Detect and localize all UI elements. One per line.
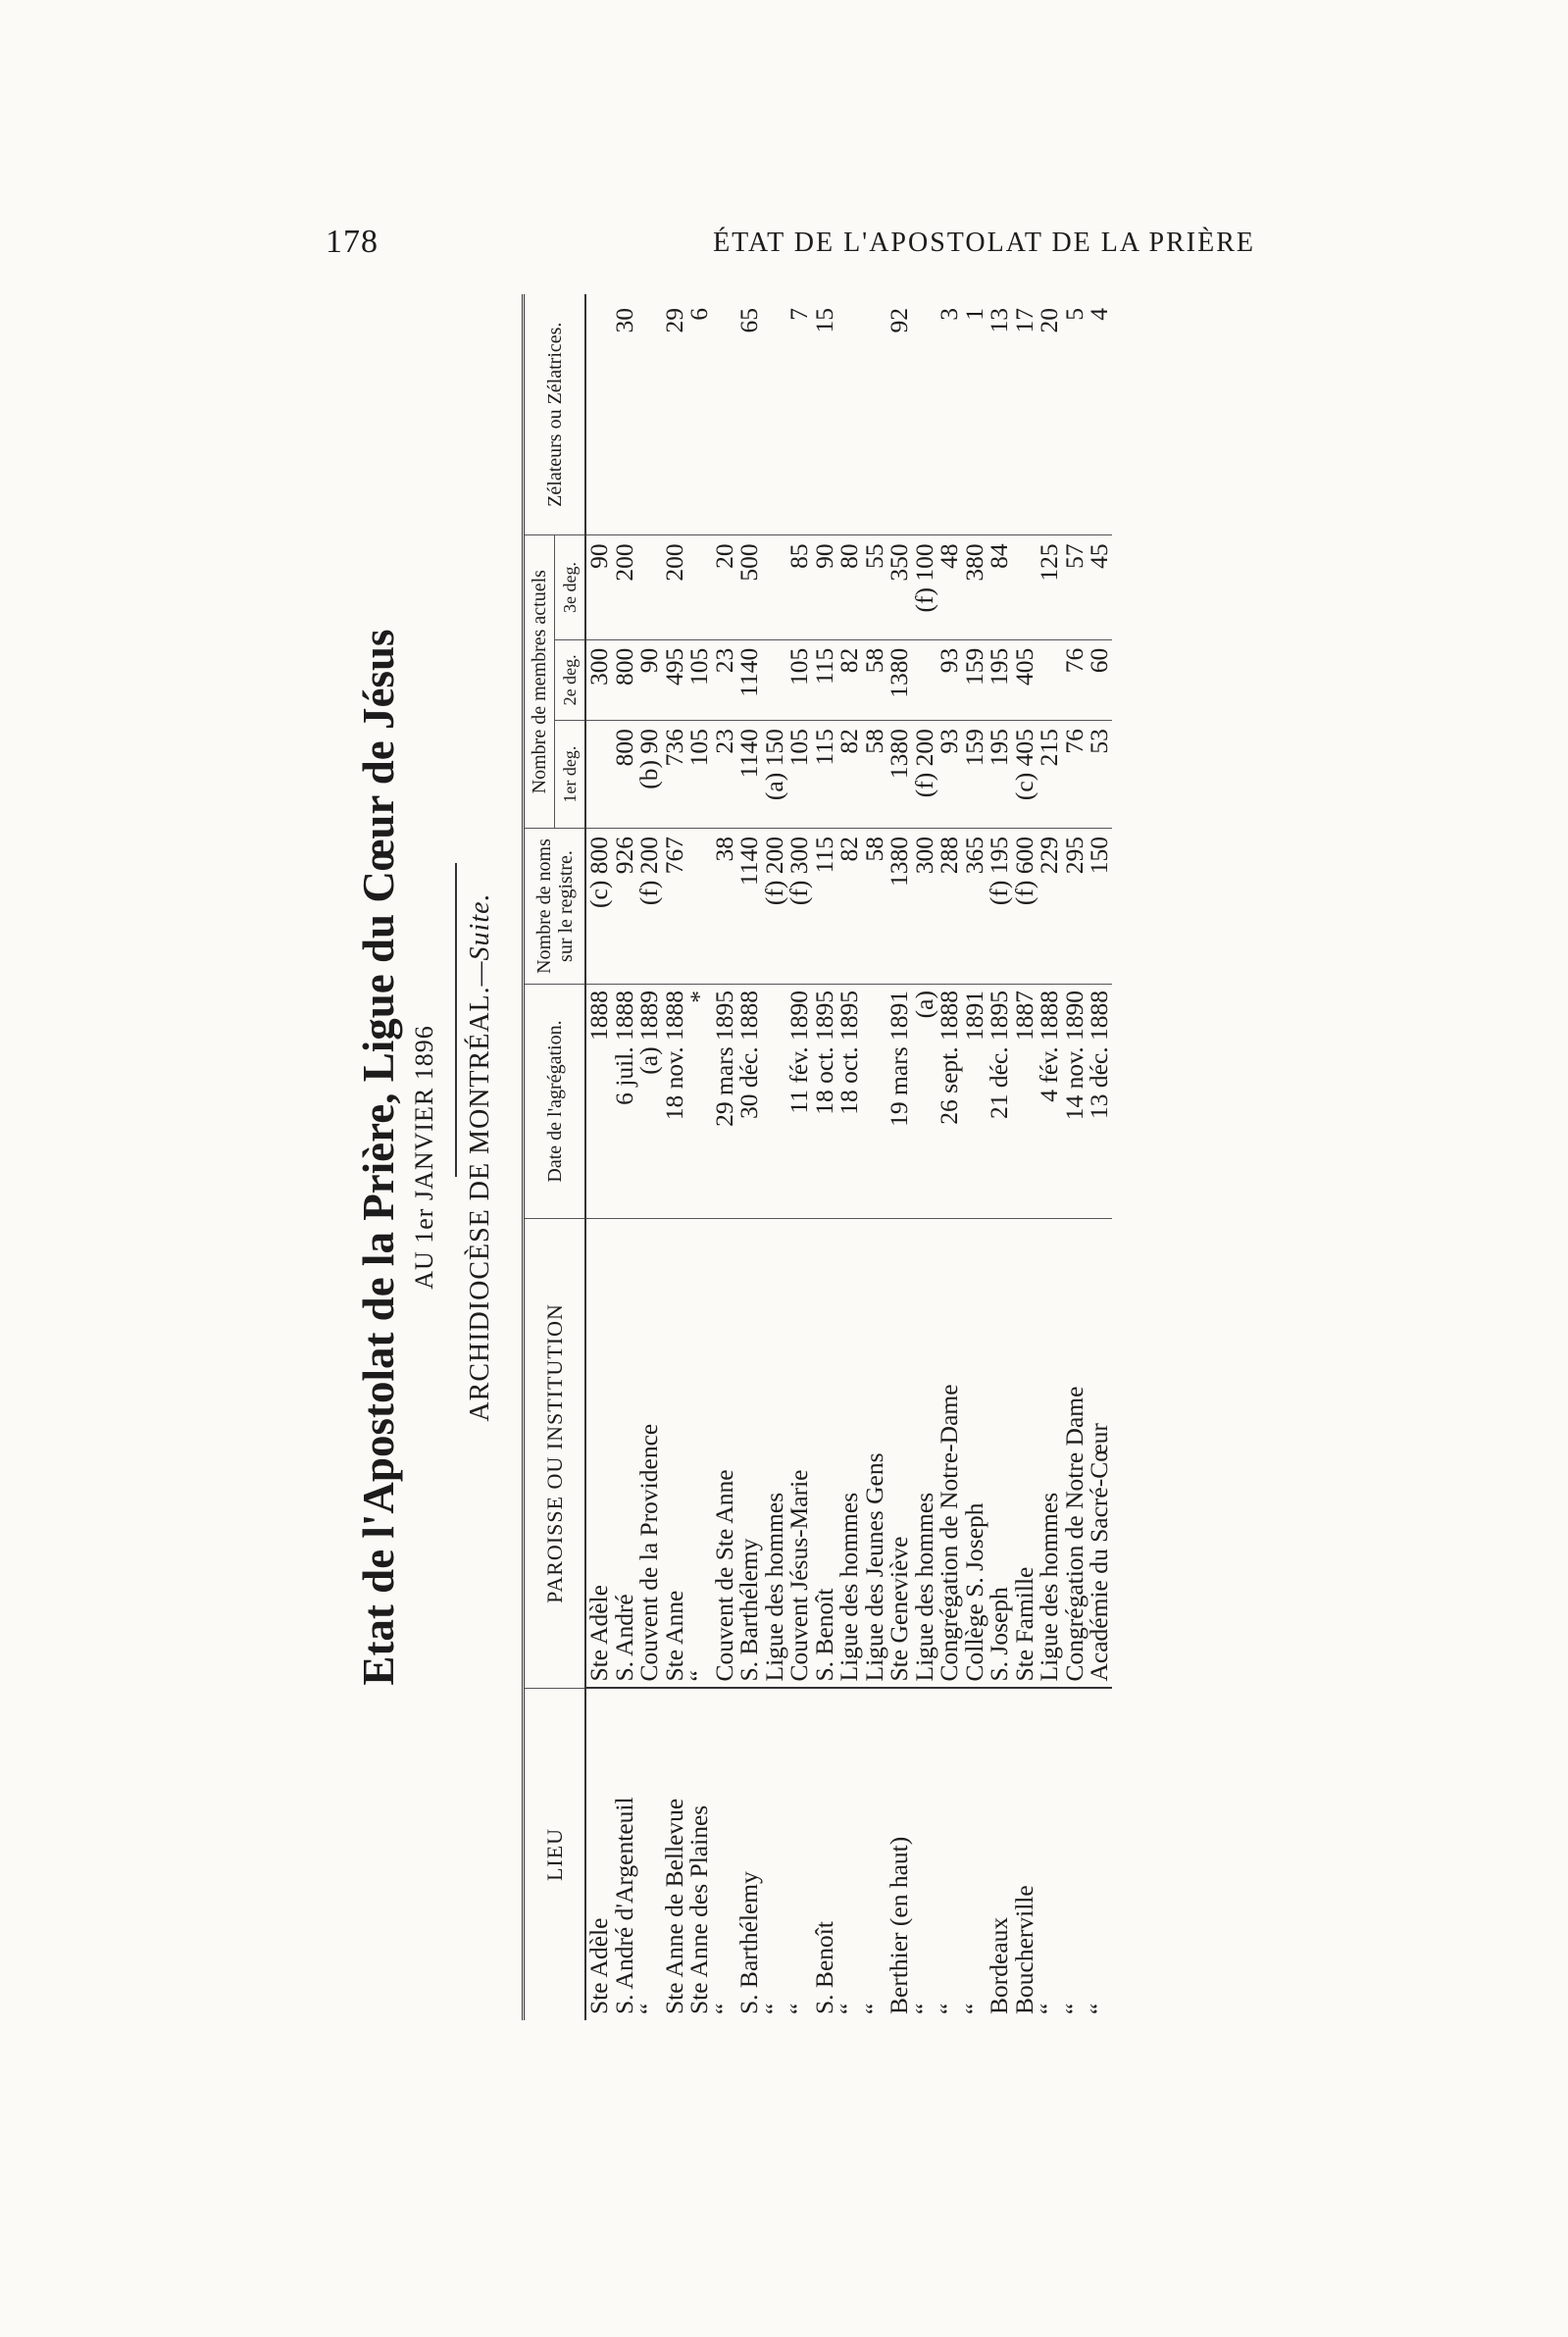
- cell-deg2: 300: [585, 639, 612, 720]
- cell-deg1: 736: [662, 721, 687, 829]
- cell-deg2: [912, 639, 937, 720]
- table-row: [1062, 294, 1087, 2020]
- cell-deg2: 195: [986, 639, 1012, 720]
- cell-noms: 229: [1037, 829, 1062, 985]
- cell-noms: 82: [836, 829, 862, 985]
- cell-deg2: 115: [812, 639, 837, 720]
- cell-deg1: (c) 405: [1012, 721, 1037, 829]
- cell-deg3: [686, 535, 712, 639]
- cell-deg2: 800: [612, 639, 637, 720]
- cell-deg1: (a) 150: [762, 721, 787, 829]
- cell-lieu: “: [936, 1689, 962, 2021]
- cell-date: 29 mars 1895: [712, 985, 737, 1219]
- cell-lieu: Ste Anne des Plaines: [686, 1689, 712, 2021]
- cell-noms: 926: [612, 829, 637, 985]
- cell-deg3: 350: [886, 535, 912, 639]
- table-row: [712, 294, 737, 2020]
- cell-deg2: 1380: [886, 639, 912, 720]
- cell-date: 19 mars 1891: [886, 985, 912, 1219]
- cell-deg3: 80: [836, 535, 862, 639]
- cell-noms: 150: [1087, 829, 1112, 985]
- cell-zelateurs: 92: [885, 308, 913, 333]
- cell-paroisse: Ste Anne: [662, 1219, 687, 1689]
- cell-lieu: “: [712, 1689, 737, 2021]
- cell-paroisse: Couvent de la Providence: [636, 1219, 662, 1689]
- cell-deg1: 195: [986, 721, 1012, 829]
- section-suffix: —Suite.: [465, 892, 495, 987]
- cell-deg3: (f) 100: [912, 535, 937, 639]
- cell-paroisse: Ste Famille: [1012, 1219, 1037, 1689]
- table-row: [786, 294, 812, 2020]
- table-row: [962, 294, 987, 2020]
- table-row: [836, 294, 862, 2020]
- cell-deg3: [1012, 535, 1037, 639]
- table-row: [1012, 294, 1037, 2020]
- cell-deg3: 380: [962, 535, 987, 639]
- cell-paroisse: Congrégation de Notre-Dame: [936, 1219, 962, 1689]
- cell-zelateurs: 4: [1085, 308, 1113, 321]
- header-paroisse: PAROISSE OU INSTITUTION: [524, 1219, 586, 1689]
- cell-zelateurs: 65: [734, 308, 763, 333]
- cell-deg2: 1140: [736, 639, 762, 720]
- section-heading: [465, 294, 496, 2020]
- table-body: [585, 294, 1112, 2020]
- cell-lieu: “: [836, 1689, 862, 2021]
- cell-deg2: 405: [1012, 639, 1037, 720]
- cell-lieu: “: [1087, 1689, 1112, 2021]
- cell-zelateurs: 6: [684, 308, 713, 321]
- cell-noms: 1140: [736, 829, 762, 985]
- cell-deg2: [1037, 639, 1062, 720]
- cell-zelateurs: [836, 294, 862, 535]
- cell-deg3: [636, 535, 662, 639]
- cell-noms: 38: [712, 829, 737, 985]
- cell-date: 1887: [1012, 985, 1037, 1219]
- document-title: Etat de l'Apostolat de la Prière, Ligue du Cœur de Jésus: [354, 629, 403, 1686]
- cell-deg3: 200: [662, 535, 687, 639]
- header-lieu: LIEU: [524, 1689, 586, 2021]
- cell-paroisse: Ligue des hommes: [762, 1219, 787, 1689]
- cell-paroisse: Ste Geneviève: [886, 1219, 912, 1689]
- cell-noms: (f) 200: [636, 829, 662, 985]
- title-rule: [455, 863, 457, 1177]
- cell-paroisse: Collège S. Joseph: [962, 1219, 987, 1689]
- cell-deg1: 76: [1062, 721, 1087, 829]
- table-row: [662, 294, 687, 2020]
- cell-zelateurs: [585, 294, 612, 535]
- cell-zelateurs: 15: [809, 308, 838, 333]
- cell-deg3: 90: [812, 535, 837, 639]
- cell-date: 13 déc. 1888: [1087, 985, 1112, 1219]
- cell-deg1: (f) 200: [912, 721, 937, 829]
- cell-noms: 1380: [886, 829, 912, 985]
- cell-zelateurs: 3: [935, 308, 963, 321]
- cell-zelateurs: 1: [959, 308, 988, 321]
- cell-deg3: 45: [1087, 535, 1112, 639]
- cell-deg1: 105: [686, 721, 712, 829]
- cell-deg1: (b) 90: [636, 721, 662, 829]
- cell-paroisse: Ligue des hommes: [836, 1219, 862, 1689]
- cell-zelateurs: [912, 294, 937, 535]
- cell-lieu: Berthier (en haut): [886, 1689, 912, 2021]
- cell-noms: (c) 800: [585, 829, 612, 985]
- cell-noms: (f) 300: [786, 829, 812, 985]
- header-date: Date de l'agrégation.: [524, 985, 586, 1219]
- cell-deg3: 48: [936, 535, 962, 639]
- table-row: [912, 294, 937, 2020]
- cell-date: 18 nov. 1888: [662, 985, 687, 1219]
- cell-paroisse: Ligue des hommes: [912, 1219, 937, 1689]
- cell-lieu: S. Benoît: [812, 1689, 837, 2021]
- cell-date: (a): [912, 985, 937, 1219]
- table-row: [762, 294, 787, 2020]
- table-row: [812, 294, 837, 2020]
- cell-deg3: 55: [862, 535, 887, 639]
- cell-date: 21 déc. 1895: [986, 985, 1012, 1219]
- cell-date: 1891: [962, 985, 987, 1219]
- cell-deg3: 20: [712, 535, 737, 639]
- cell-deg1: 82: [836, 721, 862, 829]
- cell-deg3: 57: [1062, 535, 1087, 639]
- cell-noms: [686, 829, 712, 985]
- cell-paroisse: Couvent Jésus-Marie: [786, 1219, 812, 1689]
- table-row: [1087, 294, 1112, 2020]
- cell-zelateurs: 29: [659, 308, 688, 333]
- cell-deg2: 90: [636, 639, 662, 720]
- cell-date: [862, 985, 887, 1219]
- cell-deg1: 800: [612, 721, 637, 829]
- cell-deg1: 215: [1037, 721, 1062, 829]
- cell-lieu: Ste Anne de Bellevue: [662, 1689, 687, 2021]
- table-row: [886, 294, 912, 2020]
- cell-deg3: [762, 535, 787, 639]
- cell-paroisse: S. Benoît: [812, 1219, 837, 1689]
- cell-lieu: “: [762, 1689, 787, 2021]
- table-row: [612, 294, 637, 2020]
- cell-date: 4 fév. 1888: [1037, 985, 1062, 1219]
- cell-paroisse: Ste Adèle: [585, 1219, 612, 1689]
- cell-lieu: Ste Adèle: [585, 1689, 612, 2021]
- cell-deg2: 76: [1062, 639, 1087, 720]
- cell-lieu: “: [912, 1689, 937, 2021]
- table-row: [936, 294, 962, 2020]
- cell-date: 18 oct. 1895: [836, 985, 862, 1219]
- table-row: [862, 294, 887, 2020]
- cell-deg1: 1140: [736, 721, 762, 829]
- cell-lieu: S. Barthélemy: [736, 1689, 762, 2021]
- cell-lieu: “: [636, 1689, 662, 2021]
- cell-paroisse: Ligue des hommes: [1037, 1219, 1062, 1689]
- cell-paroisse: “: [686, 1219, 712, 1689]
- cell-noms: 115: [812, 829, 837, 985]
- cell-noms: 767: [662, 829, 687, 985]
- cell-noms: 300: [912, 829, 937, 985]
- cell-deg1: 115: [812, 721, 837, 829]
- cell-deg2: 495: [662, 639, 687, 720]
- header-noms: Nombre de noms sur le registre.: [524, 829, 586, 985]
- cell-date: 26 sept. 1888: [936, 985, 962, 1219]
- cell-noms: 365: [962, 829, 987, 985]
- section-name: ARCHIDIOCÈSE DE MONTRÉAL.: [465, 986, 495, 1422]
- cell-lieu: “: [1062, 1689, 1087, 2021]
- cell-paroisse: Ligue des Jeunes Gens: [862, 1219, 887, 1689]
- cell-deg3: 84: [986, 535, 1012, 639]
- cell-noms: 295: [1062, 829, 1087, 985]
- cell-lieu: Bordeaux: [986, 1689, 1012, 2021]
- cell-deg3: 500: [736, 535, 762, 639]
- header-deg1: 1er deg.: [555, 721, 586, 829]
- cell-date: 30 déc. 1888: [736, 985, 762, 1219]
- running-title: ÉTAT DE L'APOSTOLAT DE LA PRIÈRE: [713, 228, 1255, 258]
- membership-table: [522, 294, 1112, 2020]
- cell-deg1: 105: [786, 721, 812, 829]
- table-row: [686, 294, 712, 2020]
- cell-zelateurs: 20: [1035, 308, 1063, 333]
- table-row: [986, 294, 1012, 2020]
- cell-deg2: 82: [836, 639, 862, 720]
- cell-date: 6 juil. 1888: [612, 985, 637, 1219]
- cell-deg1: 53: [1087, 721, 1112, 829]
- cell-deg2: 60: [1087, 639, 1112, 720]
- cell-deg1: 23: [712, 721, 737, 829]
- cell-noms: 288: [936, 829, 962, 985]
- cell-date: *: [686, 985, 712, 1219]
- cell-date: 14 nov. 1890: [1062, 985, 1087, 1219]
- table-row: [1037, 294, 1062, 2020]
- cell-deg2: 105: [686, 639, 712, 720]
- table-row: [585, 294, 612, 2020]
- cell-deg2: 93: [936, 639, 962, 720]
- cell-deg2: 58: [862, 639, 887, 720]
- cell-deg3: 90: [585, 535, 612, 639]
- header-deg3: 3e deg.: [555, 535, 586, 639]
- rotated-table-page: [353, 294, 1392, 2020]
- cell-zelateurs: [862, 294, 887, 535]
- cell-noms: 58: [862, 829, 887, 985]
- cell-zelateurs: [762, 294, 787, 535]
- cell-deg2: 105: [786, 639, 812, 720]
- cell-paroisse: Congrégation de Notre Dame: [1062, 1219, 1087, 1689]
- cell-lieu: S. André d'Argenteuil: [612, 1689, 637, 2021]
- cell-lieu: “: [1037, 1689, 1062, 2021]
- cell-date: 1888: [585, 985, 612, 1219]
- cell-zelateurs: 17: [1009, 308, 1038, 333]
- cell-deg1: 159: [962, 721, 987, 829]
- cell-deg2: 159: [962, 639, 987, 720]
- header-deg2: 2e deg.: [555, 639, 586, 720]
- cell-deg1: 93: [936, 721, 962, 829]
- header-membres: Nombre de membres actuels: [524, 535, 555, 829]
- cell-deg1: 58: [862, 721, 887, 829]
- page-number: 178: [326, 224, 379, 260]
- cell-deg1: [585, 721, 612, 829]
- cell-date: 11 fév. 1890: [786, 985, 812, 1219]
- cell-date: (a) 1889: [636, 985, 662, 1219]
- cell-deg3: 85: [786, 535, 812, 639]
- cell-paroisse: S. Joseph: [986, 1219, 1012, 1689]
- cell-deg3: 125: [1037, 535, 1062, 639]
- table-row: [636, 294, 662, 2020]
- cell-lieu: Boucherville: [1012, 1689, 1037, 2021]
- document-subtitle: AU 1er JANVIER 1896: [410, 1025, 438, 1290]
- cell-lieu: “: [786, 1689, 812, 2021]
- cell-deg1: 1380: [886, 721, 912, 829]
- cell-lieu: “: [862, 1689, 887, 2021]
- cell-paroisse: Académie du Sacré-Cœur: [1087, 1219, 1112, 1689]
- cell-noms: (f) 200: [762, 829, 787, 985]
- cell-deg3: 200: [612, 535, 637, 639]
- cell-noms: (f) 195: [986, 829, 1012, 985]
- table-row: [736, 294, 762, 2020]
- cell-lieu: “: [962, 1689, 987, 2021]
- cell-zelateurs: 7: [784, 308, 813, 321]
- cell-paroisse: S. André: [612, 1219, 637, 1689]
- cell-zelateurs: [712, 294, 737, 535]
- cell-deg2: 23: [712, 639, 737, 720]
- cell-zelateurs: [636, 294, 662, 535]
- cell-paroisse: Couvent de Ste Anne: [712, 1219, 737, 1689]
- cell-zelateurs: 30: [609, 308, 638, 333]
- cell-zelateurs: 5: [1059, 308, 1088, 321]
- cell-noms: (f) 600: [1012, 829, 1037, 985]
- cell-deg2: [762, 639, 787, 720]
- cell-paroisse: S. Barthélemy: [736, 1219, 762, 1689]
- header-zelateurs: Zélateurs ou Zélatrices.: [524, 294, 586, 535]
- running-head: [314, 224, 1255, 263]
- cell-date: 18 oct. 1895: [812, 985, 837, 1219]
- cell-date: [762, 985, 787, 1219]
- cell-zelateurs: 13: [985, 308, 1013, 333]
